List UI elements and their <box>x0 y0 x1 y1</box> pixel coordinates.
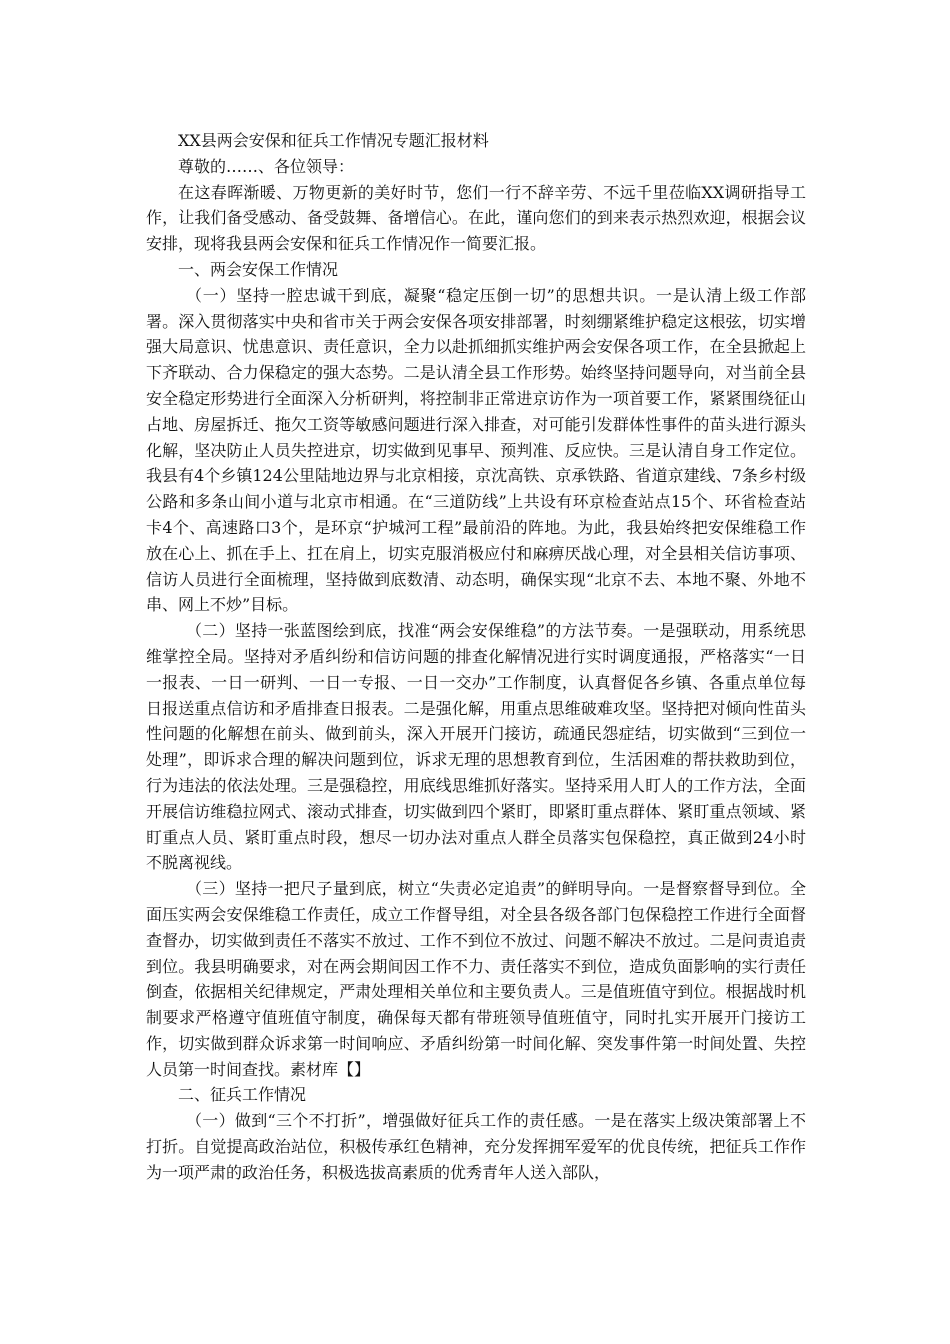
security-paragraph-1: （一）坚持一腔忠诚干到底，凝聚“稳定压倒一切”的思想共识。一是认清上级工作部署。深入贯彻落实中央和省市关于两会安保各项安排部署，时刻绷紧维护稳定这根弦，切实增强大局意识、忧患意识、责任意识，全力以赴抓细抓实维护两会安保各项工作，在全县掀起上下齐联动、合力保稳定的强大态势。二是认清全县工作形势。始终坚持问题导向，对当前全县安全稳定形势进行全面深入分析研判，将控制非正常进京访作为一项首要工作，紧紧围绕征山占地、房屋拆迁、拖欠工资等敏感问题进行深入排查，对可能引发群体性事件的苗头进行源头化解，坚决防止人员失控进京，切实做到见事早、预判准、反应快。三是认清自身工作定位。我县有4个乡镇124公里陆地边界与北京相接，京沈高铁、京承铁路、省道京建线、7条乡村级公路和多条山间小道与北京市相通。在“三道防线”上共设有环京检查站点15个、环省检查站卡4个、高速路口3个，是环京“护城河工程”最前沿的阵地。为此，我县始终把安保维稳工作放在心上、抓在手上、扛在肩上，切实克服消极应付和麻痹厌战心理，对全县相关信访事项、信访人员进行全面梳理，坚持做到底数清、动态明，确保实现“北京不去、本地不聚、外地不串、网上不炒”目标。 <box>146 285 806 615</box>
intro-paragraph: 在这春晖渐暖、万物更新的美好时节，您们一行不辞辛劳、不远千里莅临XX调研指导工作，让我们备受感动、备受鼓舞、备增信心。在此，谨向您们的到来表示热烈欢迎，根据会议安排，现将我县两会安保和征兵工作情况作一简要汇报。 <box>146 182 806 254</box>
security-paragraph-2: （二）坚持一张蓝图绘到底，找准“两会安保维稳”的方法节奏。一是强联动，用系统思维掌控全局。坚持对矛盾纠纷和信访问题的排查化解情况进行实时调度通报，严格落实“一日一报表、一日一研判、一日一专报、一日一交办”工作制度，认真督促各乡镇、各重点单位每日报送重点信访和矛盾排查日报表。二是强化解，用重点思维破难攻坚。坚持把对倾向性苗头性问题的化解想在前头、做到前头，深入开展开门接访，疏通民怨症结，切实做到“三到位一处理”，即诉求合理的解决问题到位，诉求无理的思想教育到位，生活困难的帮扶救助到位，行为违法的依法处理。三是强稳控，用底线思维抓好落实。坚持采用人盯人的工作方法，全面开展信访维稳拉网式、滚动式排查，切实做到四个紧盯，即紧盯重点群体、紧盯重点领域、紧盯重点人员、紧盯重点时段，想尽一切办法对重点人群全员落实包保稳控，真正做到24小时不脱离视线。 <box>146 621 806 873</box>
section-heading-conscription: 二、征兵工作情况 <box>178 1085 307 1105</box>
document-body <box>146 128 806 1186</box>
conscription-paragraph-1: （一）做到“三个不打折”，增强做好征兵工作的责任感。一是在落实上级决策部署上不打折。自觉提高政治站位，积极传承红色精神，充分发挥拥军爱军的优良传统，把征兵工作作为一项严肃的政治任务，积极选拔高素质的优秀青年人送入部队， <box>146 1111 806 1182</box>
security-paragraph-3: （三）坚持一把尺子量到底，树立“失责必定追责”的鲜明导向。一是督察督导到位。全面压实两会安保维稳工作责任，成立工作督导组，对全县各级各部门包保稳控工作进行全面督查督办，切实做到责任不落实不放过、工作不到位不放过、问题不解决不放过。二是问责追责到位。我县明确要求，对在两会期间因工作不力、责任落实不到位，造成负面影响的实行责任倒查，依据相关纪律规定，严肃处理相关单位和主要负责人。三是值班值守到位。根据战时机制要求严格遵守值班值守制度，确保每天都有带班领导值班值守，同时扎实开展开门接访工作，切实做到群众诉求第一时间响应、矛盾纠纷第一时间化解、突发事件第一时间处置、失控人员第一时间查找。素材库【】 <box>146 879 806 1079</box>
salutation: 尊敬的……、各位领导： <box>178 156 355 176</box>
section-heading-security: 一、两会安保工作情况 <box>178 259 339 279</box>
document-title: XX县两会安保和征兵工作情况专题汇报材料 <box>178 131 489 150</box>
